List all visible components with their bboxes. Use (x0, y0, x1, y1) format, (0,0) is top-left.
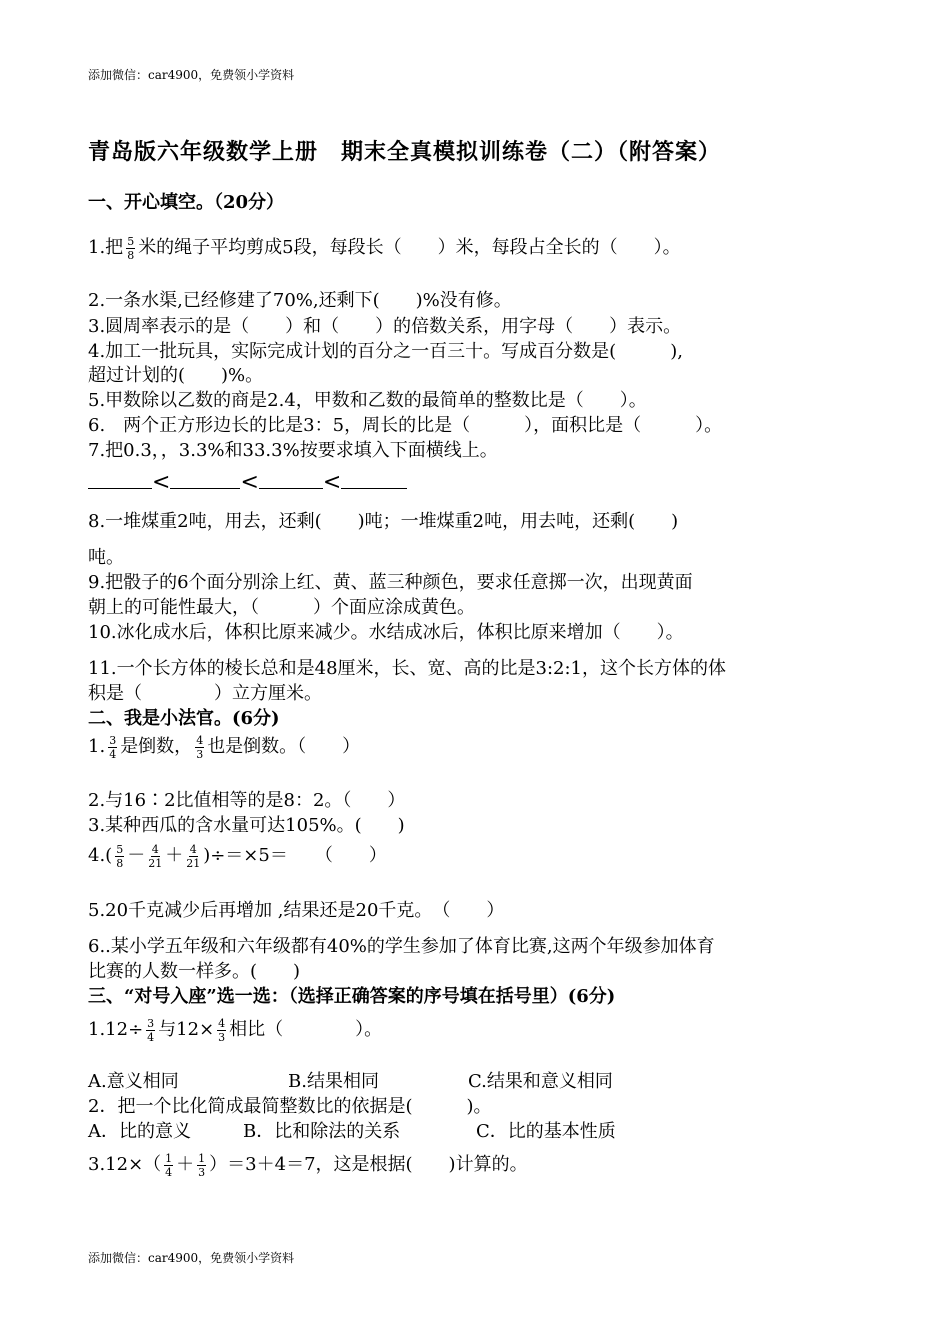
numerator: 4 (218, 1016, 226, 1030)
denominator: 3 (198, 1165, 206, 1179)
fraction (186, 843, 200, 870)
denominator: 8 (116, 856, 124, 870)
fraction (195, 734, 204, 761)
fraction (115, 843, 124, 870)
question-1-7: 7.把0.3，，3.3%和33.3%按要求填入下面横线上。 (88, 440, 498, 461)
less-than: < (322, 470, 342, 495)
question-1-8-cont: 吨。 (88, 547, 124, 568)
q-text: ）＝3＋4＝7，这是根据( )计算的。 (209, 1154, 528, 1175)
answer-blank[interactable] (88, 470, 152, 489)
numerator: 3 (147, 1016, 155, 1030)
fraction (146, 1017, 155, 1044)
q-text: 3.12×（ (88, 1154, 162, 1175)
fraction (126, 235, 135, 262)
question-1-5: 5.甲数除以乙数的商是2.4，甲数和乙数的最简单的整数比是（ ）。 (88, 390, 647, 411)
option-c: C．比的基本性质 (476, 1121, 616, 1142)
numerator: 5 (127, 234, 135, 248)
question-2-5: 5.20千克减少后再增加 ,结果还是20千克。 （ ） (88, 900, 505, 921)
question-1-10: 10.冰化成水后，体积比原来减少。水结成冰后，体积比原来增加（ ）。 (88, 622, 684, 643)
q-text: 是倒数， (120, 736, 193, 757)
option-b: B.结果相同 (288, 1071, 379, 1092)
denominator: 3 (196, 747, 204, 761)
numerator: 3 (109, 733, 117, 747)
q-text: 与12× (158, 1019, 215, 1040)
operator: ＋ (165, 845, 184, 866)
option-row-3-2 (88, 1117, 616, 1143)
q-text: 也是倒数。（ ） (207, 736, 361, 757)
header-note: 添加微信：car4900，免费领小学资料 (88, 68, 295, 82)
question-2-6: 6..某小学五年级和六年级都有40%的学生参加了体育比赛,这两个年级参加体育 (88, 936, 715, 957)
question-3-3 (88, 1150, 528, 1179)
question-2-3: 3.某种西瓜的含水量可达105%。( ) (88, 815, 405, 836)
section-heading-3: 三、“对号入座”选一选：（选择正确答案的序号填在括号里）(6分) (88, 986, 616, 1007)
question-1-6: 6. 两个正方形边长的比是3：5，周长的比是（ ），面积比是（ ）。 (88, 415, 723, 436)
fraction (164, 1152, 173, 1179)
fraction (217, 1017, 226, 1044)
fraction (197, 1152, 206, 1179)
option-a: A．比的意义 (88, 1121, 191, 1142)
question-1-4-cont: 超过计划的( )%。 (88, 365, 264, 386)
numerator: 1 (198, 1151, 206, 1165)
question-1-1 (88, 233, 681, 262)
question-1-11: 11.一个长方体的棱长总和是48厘米，长、宽、高的比是3:2:1，这个长方体的体 (88, 658, 727, 679)
question-1-9-cont: 朝上的可能性最大，（ ）个面应涂成黄色。 (88, 597, 475, 618)
numerator: 4 (189, 842, 197, 856)
q-text: 相比（ ）。 (229, 1019, 383, 1040)
question-3-1 (88, 1015, 382, 1044)
operator: － (127, 845, 146, 866)
option-row-3-1 (88, 1067, 613, 1093)
option-b: B．比和除法的关系 (243, 1121, 401, 1142)
q-text: 1.把 (88, 237, 124, 258)
denominator: 4 (147, 1030, 155, 1044)
denominator: 8 (127, 248, 135, 262)
answer-blank[interactable] (341, 470, 407, 489)
fraction (148, 843, 162, 870)
question-2-6-cont: 比赛的人数一样多。( ) (88, 961, 301, 982)
option-a: A.意义相同 (88, 1071, 179, 1092)
option-c: C.结果和意义相同 (468, 1071, 613, 1092)
footer-note: 添加微信：car4900，免费领小学资料 (88, 1251, 295, 1265)
q-text: 1.12÷ (88, 1019, 144, 1040)
question-2-1 (88, 732, 360, 761)
section-heading-2: 二、我是小法官。(6分) (88, 708, 280, 729)
question-1-3: 3.圆周率表示的是（ ）和（ ）的倍数关系，用字母（ ）表示。 (88, 316, 682, 337)
section-heading-1: 一、开心填空。（20分） (88, 192, 285, 213)
blank-line-row (88, 470, 407, 495)
less-than: < (152, 470, 171, 495)
numerator: 4 (151, 842, 159, 856)
q-text: 1. (88, 736, 106, 757)
numerator: 1 (165, 1151, 173, 1165)
question-2-4 (88, 841, 387, 870)
q-text: 米的绳子平均剪成5段，每段长（ ）米，每段占全长的（ ）。 (138, 237, 681, 258)
answer-blank[interactable] (259, 470, 323, 489)
answer-blank[interactable] (170, 470, 240, 489)
q-text: 4.( (88, 845, 113, 866)
question-2-2: 2.与16∶2比值相等的是8：2。（ ） (88, 790, 406, 811)
question-1-4: 4.加工一批玩具，实际完成计划的百分之一百三十。写成百分数是( ), (88, 341, 683, 362)
denominator: 21 (186, 856, 201, 870)
denominator: 3 (218, 1030, 226, 1044)
numerator: 5 (116, 842, 124, 856)
question-1-2: 2.一条水渠,已经修建了70%,还剩下( )%没有修。 (88, 290, 512, 311)
question-1-11-cont: 积是（ ）立方厘米。 (88, 683, 322, 704)
question-3-2: 2．把一个比化简成最简整数比的依据是( )。 (88, 1096, 492, 1117)
denominator: 21 (148, 856, 163, 870)
less-than: < (240, 470, 259, 495)
page-title: 青岛版六年级数学上册 期末全真模拟训练卷（二）（附答案） (88, 139, 722, 165)
denominator: 4 (165, 1165, 173, 1179)
q-text: )÷＝×5＝ （ ） (203, 845, 387, 866)
question-1-8: 8.一堆煤重2吨，用去，还剩( )吨；一堆煤重2吨，用去吨，还剩( ) (88, 511, 679, 532)
fraction (108, 734, 117, 761)
denominator: 4 (109, 747, 117, 761)
operator: ＋ (176, 1154, 195, 1175)
numerator: 4 (196, 733, 204, 747)
question-1-9: 9.把骰子的6个面分别涂上红、黄、蓝三种颜色，要求任意掷一次，出现黄面 (88, 572, 693, 593)
